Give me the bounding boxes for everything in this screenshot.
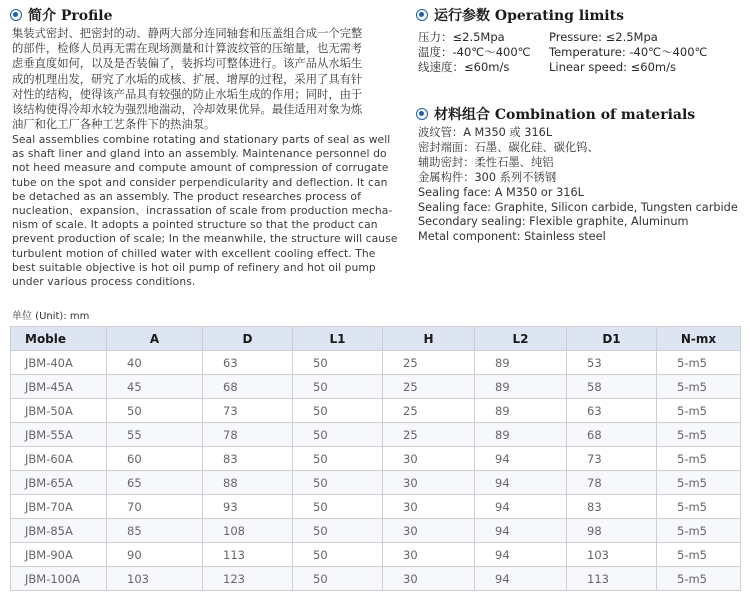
model-cell: JBM-100A [11, 567, 107, 591]
profile-text-english [12, 133, 397, 289]
value-cell: 94 [475, 519, 567, 543]
value-cell: 5-m5 [657, 399, 741, 423]
table-row [11, 471, 741, 495]
value-cell: 25 [383, 423, 475, 447]
table-header-row [11, 327, 741, 351]
value-cell: 5-m5 [657, 543, 741, 567]
model-cell: JBM-50A [11, 399, 107, 423]
value-cell: 70 [107, 495, 203, 519]
table-row [11, 519, 741, 543]
column-header: H [383, 327, 475, 351]
value-cell: 5-m5 [657, 423, 741, 447]
value-cell: 60 [107, 447, 203, 471]
table-row [11, 567, 741, 591]
value-cell: 73 [567, 447, 657, 471]
model-cell: JBM-40A [11, 351, 107, 375]
value-cell: 89 [475, 375, 567, 399]
limit-cn: 温度：-40℃～400℃ [418, 45, 531, 59]
value-cell: 63 [203, 351, 293, 375]
value-cell: 30 [383, 447, 475, 471]
material-line: Sealing face: A M350 or 316L [418, 185, 584, 199]
value-cell: 50 [293, 471, 383, 495]
model-cell: JBM-70A [11, 495, 107, 519]
model-cell: JBM-55A [11, 423, 107, 447]
bullet-icon [10, 9, 22, 21]
value-cell: 65 [107, 471, 203, 495]
value-cell: 94 [475, 495, 567, 519]
value-cell: 50 [293, 567, 383, 591]
table-row [11, 495, 741, 519]
profile-en-line: nism of scale. It adopts a pointed structure so that the product can [12, 218, 378, 232]
table-row [11, 543, 741, 567]
value-cell: 30 [383, 471, 475, 495]
limit-cn: 线速度：≤60m/s [418, 60, 510, 74]
material-line: 辅助密封：柔性石墨、纯铝 [418, 155, 554, 169]
profile-cn-line: 虑垂直度如何，以及是否装偏了，装拆均可整体进行。该产品从水垢生 [12, 57, 363, 71]
value-cell: 25 [383, 399, 475, 423]
value-cell: 55 [107, 423, 203, 447]
profile-en-line: prevent production of scale; In the meanwhile, the structure will cause [12, 232, 398, 246]
column-header: A [107, 327, 203, 351]
value-cell: 113 [203, 543, 293, 567]
limits-heading-text: 运行参数 Operating limits [434, 8, 624, 24]
table-row [11, 447, 741, 471]
value-cell: 89 [475, 351, 567, 375]
model-cell: JBM-65A [11, 471, 107, 495]
value-cell: 94 [475, 543, 567, 567]
value-cell: 25 [383, 375, 475, 399]
material-line: Sealing face: Graphite, Silicon carbide, Tungsten carbide [418, 200, 738, 214]
table-row [11, 423, 741, 447]
table-row [11, 351, 741, 375]
value-cell: 98 [567, 519, 657, 543]
profile-en-line: be detached as an assembly. The product researches process of [12, 189, 361, 203]
value-cell: 25 [383, 351, 475, 375]
limits-heading [416, 5, 624, 25]
value-cell: 5-m5 [657, 471, 741, 495]
profile-en-line: tube on the spot and consider perpendicularity and deflection. It can [12, 175, 388, 189]
value-cell: 88 [203, 471, 293, 495]
value-cell: 89 [475, 423, 567, 447]
value-cell: 50 [293, 495, 383, 519]
profile-en-line: best suitable objective is hot oil pump of refinery and hot oil pump [12, 260, 376, 274]
profile-text-chinese [12, 26, 392, 132]
profile-cn-line: 集装式密封、把密封的动、静两大部分连同轴套和压盖组合成一个完整 [12, 27, 363, 40]
value-cell: 85 [107, 519, 203, 543]
value-cell: 68 [203, 375, 293, 399]
value-cell: 123 [203, 567, 293, 591]
value-cell: 50 [293, 447, 383, 471]
value-cell: 5-m5 [657, 495, 741, 519]
materials-list [418, 126, 738, 245]
value-cell: 5-m5 [657, 447, 741, 471]
value-cell: 5-m5 [657, 351, 741, 375]
value-cell: 30 [383, 519, 475, 543]
value-cell: 30 [383, 567, 475, 591]
material-line: Metal component: Stainless steel [418, 230, 606, 244]
value-cell: 5-m5 [657, 567, 741, 591]
column-header: N-mx [657, 327, 741, 351]
model-cell: JBM-45A [11, 375, 107, 399]
value-cell: 73 [203, 399, 293, 423]
value-cell: 94 [475, 567, 567, 591]
value-cell: 83 [567, 495, 657, 519]
value-cell: 78 [203, 423, 293, 447]
value-cell: 50 [293, 399, 383, 423]
bullet-icon [416, 108, 428, 120]
model-cell: JBM-90A [11, 543, 107, 567]
column-header: D1 [567, 327, 657, 351]
value-cell: 83 [203, 447, 293, 471]
material-line: 密封端面：石墨、碳化硅、碳化钨、 [418, 140, 599, 154]
profile-en-line: turbulent motion of chilled water with excellent cooling effect. The [12, 246, 376, 260]
value-cell: 40 [107, 351, 203, 375]
value-cell: 30 [383, 495, 475, 519]
value-cell: 103 [107, 567, 203, 591]
material-line: Secondary sealing: Flexible graphite, Aluminum [418, 215, 689, 229]
profile-cn-line: 该结构使得冷却水较为强烈地湍动，冷却效果优异。最佳适用对象为炼 [12, 103, 363, 117]
profile-en-line: not heed measure and compute amount of compression of corrugate [12, 161, 389, 175]
limit-row-temperature [418, 45, 707, 60]
materials-heading [416, 104, 695, 124]
profile-en-line: nucleation、expansion、incrassation of scale from production mecha- [12, 204, 393, 218]
limit-en: Pressure: ≤2.5Mpa [549, 30, 658, 44]
value-cell: 108 [203, 519, 293, 543]
value-cell: 93 [203, 495, 293, 519]
profile-en-line: Seal assemblies combine rotating and stationary parts of seal as well [12, 133, 391, 146]
unit-label: 单位 (Unit): mm [12, 311, 90, 322]
profile-en-line: under various process conditions. [12, 275, 196, 289]
profile-cn-line: 油厂和化工厂各种工艺条件下的热油泵。 [12, 118, 216, 132]
model-cell: JBM-60A [11, 447, 107, 471]
value-cell: 68 [567, 423, 657, 447]
table-row [11, 399, 741, 423]
profile-heading-text: 简介 Profile [28, 8, 113, 24]
value-cell: 30 [383, 543, 475, 567]
table-row [11, 375, 741, 399]
value-cell: 50 [293, 375, 383, 399]
column-header: L2 [475, 327, 567, 351]
value-cell: 50 [107, 399, 203, 423]
limits-list [418, 30, 707, 75]
model-cell: JBM-85A [11, 519, 107, 543]
value-cell: 50 [293, 519, 383, 543]
limit-cn: 压力：≤2.5Mpa [418, 30, 505, 44]
value-cell: 78 [567, 471, 657, 495]
material-line: 金属构件：300 系列不锈钢 [418, 170, 557, 184]
value-cell: 113 [567, 567, 657, 591]
value-cell: 90 [107, 543, 203, 567]
value-cell: 50 [293, 543, 383, 567]
table-body [11, 351, 741, 591]
value-cell: 58 [567, 375, 657, 399]
value-cell: 53 [567, 351, 657, 375]
bullet-icon [416, 9, 428, 21]
material-line: 波纹管：A M350 或 316L [418, 126, 553, 139]
value-cell: 5-m5 [657, 519, 741, 543]
value-cell: 63 [567, 399, 657, 423]
value-cell: 45 [107, 375, 203, 399]
profile-en-line: as shaft liner and gland into an assembly. Maintenance personnel do [12, 147, 387, 161]
materials-heading-text: 材料组合 Combination of materials [434, 107, 696, 123]
value-cell: 89 [475, 399, 567, 423]
column-header: D [203, 327, 293, 351]
value-cell: 94 [475, 447, 567, 471]
value-cell: 50 [293, 351, 383, 375]
profile-cn-line: 对性的结构，使得该产品具有较强的防止水垢生成的作用；同时，由于 [12, 87, 363, 101]
limit-en: Temperature: -40℃～400℃ [549, 45, 708, 59]
value-cell: 50 [293, 423, 383, 447]
value-cell: 94 [475, 471, 567, 495]
limit-row-speed [418, 60, 707, 75]
profile-heading [10, 5, 113, 25]
profile-cn-line: 的部件，检修人员再无需在现场测量和计算波纹管的压缩量，也无需考 [12, 42, 363, 56]
column-header: Moble [11, 327, 107, 351]
dimension-table [10, 326, 741, 591]
column-header: L1 [293, 327, 383, 351]
profile-cn-line: 成的机理出发，研究了水垢的成核、扩展、增厚的过程，采用了具有针 [12, 72, 363, 86]
value-cell: 5-m5 [657, 375, 741, 399]
value-cell: 103 [567, 543, 657, 567]
limit-en: Linear speed: ≤60m/s [549, 60, 677, 74]
limit-row-pressure [418, 30, 707, 45]
